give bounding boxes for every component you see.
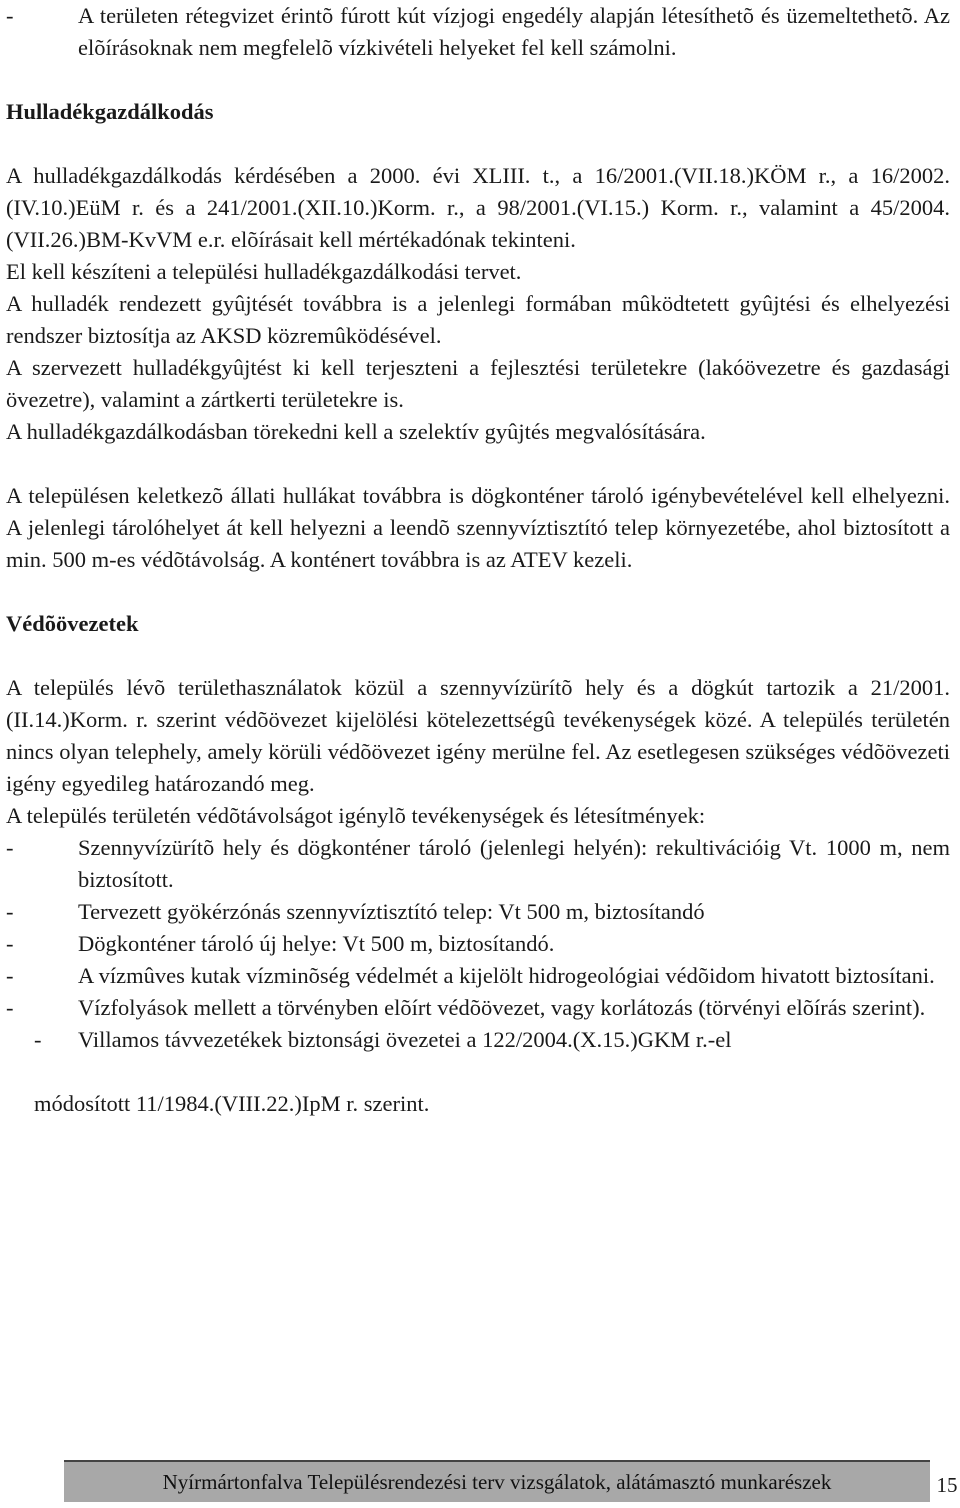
list-item <box>6 1024 950 1056</box>
section-heading-hulladek: Hulladékgazdálkodás <box>6 99 214 124</box>
list-item <box>6 992 950 1024</box>
list-dash: - <box>6 3 14 28</box>
paragraph: A településen keletkezõ állati hullákat továbbra is dögkonténer tároló igénybevételével kell elhelyezni. A jelenlegi tárolóhelyet át kell helyezni a leendõ szennyvíztisztító telep környezetébe, ahol biztosított a min. 500 m-es védõtávolság. A konténert továbbra is az ATEV kezeli. <box>6 483 950 572</box>
list-item-text: A vízmûves kutak vízminõség védelmét a kijelölt hidrogeológiai védõidom hivatott biztosítani. <box>78 963 935 988</box>
footer-title: Nyírmártonfalva Településrendezési terv vizsgálatok, alátámasztó munkarészek <box>162 1470 832 1494</box>
page-footer <box>64 1460 930 1502</box>
list-item <box>6 960 950 992</box>
list-item <box>6 832 950 896</box>
list-item <box>6 928 950 960</box>
list-item <box>6 896 950 928</box>
page-number: 15 <box>936 1473 958 1497</box>
list-item-text: Villamos távvezetékek biztonsági övezetei a 122/2004.(X.15.)GKM r.-el <box>78 1027 732 1052</box>
list-tail-text: módosított 11/1984.(VIII.22.)IpM r. szerint. <box>34 1091 430 1116</box>
list-dash: - <box>6 931 14 956</box>
paragraph: El kell készíteni a települési hulladékgazdálkodási tervet. <box>6 259 522 284</box>
document-page <box>6 0 950 1120</box>
list-dash: - <box>34 1027 42 1052</box>
list-dash: - <box>6 899 14 924</box>
paragraph: A hulladékgazdálkodásban törekedni kell a szelektív gyûjtés megvalósítására. <box>6 419 706 444</box>
list-item-text: Tervezett gyökérzónás szennyvíztisztító telep: Vt 500 m, biztosítandó <box>78 899 705 924</box>
paragraph: A hulladék rendezett gyûjtését továbbra is a jelenlegi formában mûködtetett gyûjtési és elhelyezési rendszer biztosítja az AKSD közremûködésével. <box>6 291 950 348</box>
list-item-text: Vízfolyások mellett a törvényben elõírt védõövezet, vagy korlátozás (törvényi elõírás szerint). <box>78 995 926 1020</box>
list-item-text: Dögkonténer tároló új helye: Vt 500 m, biztosítandó. <box>78 931 555 956</box>
paragraph: A település lévõ területhasználatok közül a szennyvízürítõ hely és a dögkút tartozik a 21/2001.(II.14.)Korm. r. szerint védõövezet kijelölési kötelezettségû tevékenységek közé. A település területén nincs olyan telephely, amely körüli védõövezet igény merülne fel. Az esetlegesen szükséges védõövezeti igény egyedileg határozandó meg. <box>6 675 950 796</box>
list-dash: - <box>6 835 14 860</box>
paragraph: A település területén védõtávolságot igénylõ tevékenységek és létesítmények: <box>6 803 706 828</box>
paragraph: A szervezett hulladékgyûjtést ki kell terjeszteni a fejlesztési területekre (lakóövezetre és gazdasági övezetre), valamint a zártkerti területekre is. <box>6 355 950 412</box>
list-item-text: A területen rétegvizet érintõ fúrott kút vízjogi engedély alapján létesíthetõ és üzemeltethetõ. Az elõírásoknak nem megfelelõ vízkivételi helyeket fel kell számolni. <box>78 3 950 60</box>
list-dash: - <box>6 995 14 1020</box>
section-heading-vedoovezetek: Védõövezetek <box>6 611 139 636</box>
intro-list-item <box>6 0 950 64</box>
paragraph: A hulladékgazdálkodás kérdésében a 2000. évi XLIII. t., a 16/2001.(VII.18.)KÖM r., a 16/2002.(IV.10.)EüM r. és a 241/2001.(XII.10.)Korm. r., a 98/2001.(VI.15.) Korm. r., valamint a 45/2004.(VII.26.)BM-KvVM e.r. elõírásait kell mértékadónak tekinteni. <box>6 163 950 252</box>
list-item-text: Szennyvízürítõ hely és dögkonténer tároló (jelenlegi helyén): rekultivációig Vt. 1000 m, nem biztosított. <box>78 835 950 892</box>
list-dash: - <box>6 963 14 988</box>
